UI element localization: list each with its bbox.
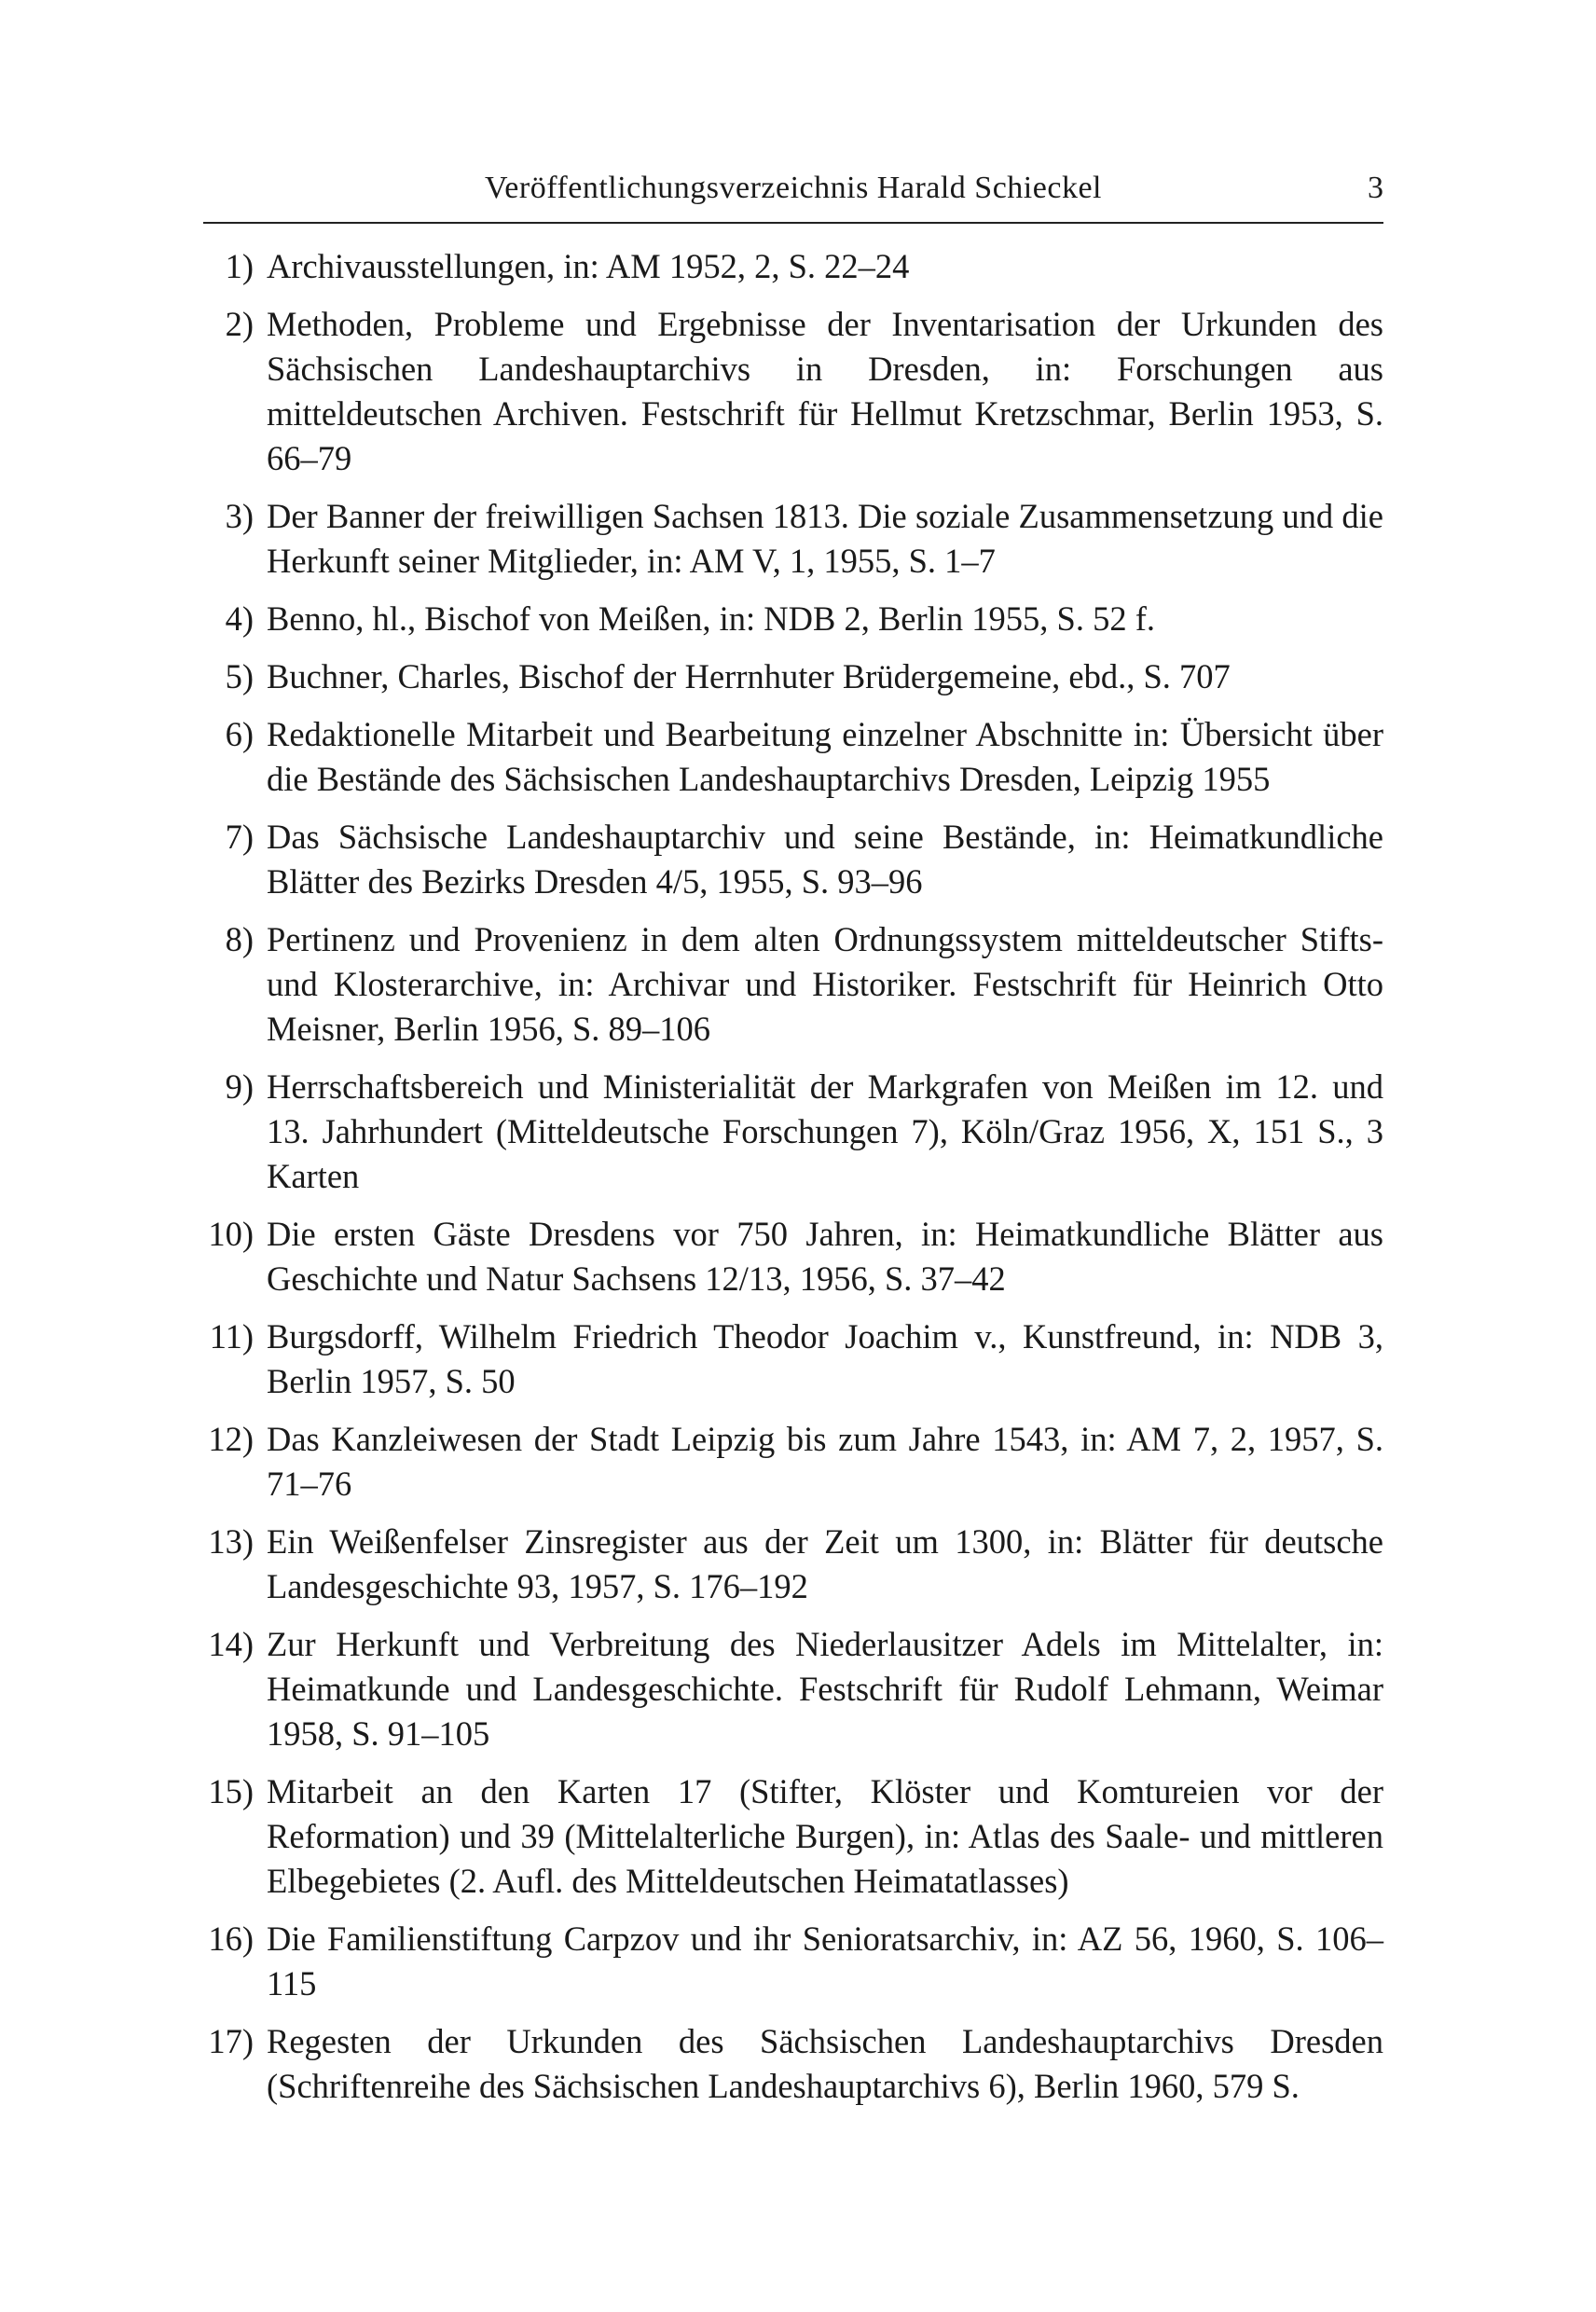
bibliography-entry <box>140 1314 1383 1404</box>
bibliography-entry <box>140 815 1383 904</box>
bibliography-entry <box>140 917 1383 1052</box>
entry-number: 12) <box>208 1420 254 1458</box>
entry-text: Die Familienstiftung Carpzov und ihr Senioratsarchiv, in: AZ 56, 1960, S. 106–115 <box>267 1920 1383 2002</box>
entry-text: Burgsdorff, Wilhelm Friedrich Theodor Joachim v., Kunstfreund, in: NDB 3, Berlin 1957, S. 50 <box>267 1317 1383 1400</box>
bibliography-entry <box>140 1622 1383 1756</box>
bibliography-entry <box>140 302 1383 481</box>
bibliography-entry <box>140 244 1383 289</box>
entry-number: 9) <box>225 1067 254 1106</box>
entry-number: 5) <box>225 657 254 695</box>
running-title: Veröffentlichungsverzeichnis Harald Schieckel <box>485 171 1102 205</box>
header-rule <box>203 222 1383 224</box>
entry-number: 6) <box>225 715 254 753</box>
entry-number: 10) <box>208 1215 254 1253</box>
bibliography-entry <box>140 1917 1383 2006</box>
entry-text: Regesten der Urkunden des Sächsischen Landeshauptarchivs Dresden (Schriftenreihe des Sächsischen Landeshauptarchivs 6), Berlin 1960, 579 S. <box>267 2022 1383 2105</box>
page-number: 3 <box>1368 171 1383 205</box>
entry-number: 3) <box>225 497 254 535</box>
entry-text: Die ersten Gäste Dresdens vor 750 Jahren, in: Heimatkundliche Blätter aus Geschichte und Natur Sachsens 12/13, 1956, S. 37–42 <box>267 1215 1383 1298</box>
entry-number: 17) <box>208 2022 254 2060</box>
entry-text: Herrschaftsbereich und Ministerialität der Markgrafen von Meißen im 12. und 13. Jahrhundert (Mitteldeutsche Forschungen 7), Köln/Graz 1956, X, 151 S., 3 Karten <box>267 1067 1383 1195</box>
entry-number: 16) <box>208 1920 254 1958</box>
entry-text: Methoden, Probleme und Ergebnisse der Inventarisation der Urkunden des Sächsischen Landeshauptarchivs in Dresden, in: Forschungen aus mitteldeutschen Archiven. Festschrift für Hellmut Kretzschmar, Berlin 1953, S. 66–79 <box>267 305 1383 477</box>
entry-text: Benno, hl., Bischof von Meißen, in: NDB 2, Berlin 1955, S. 52 f. <box>267 599 1156 638</box>
entry-number: 2) <box>225 305 254 343</box>
entry-number: 8) <box>225 920 254 958</box>
entry-text: Archivausstellungen, in: AM 1952, 2, S. 22–24 <box>267 247 910 285</box>
entry-text: Mitarbeit an den Karten 17 (Stifter, Klöster und Komtureien vor der Reformation) und 39 (Mittelalterliche Burgen), in: Atlas des Saale- und mittleren Elbegebietes (2. Aufl. des Mitteldeutschen Heimatatlasses) <box>267 1772 1383 1900</box>
entry-text: Pertinenz und Provenienz in dem alten Ordnungssystem mitteldeutscher Stifts- und Klosterarchive, in: Archivar und Historiker. Festschrift für Heinrich Otto Meisner, Berlin 1956, S. 89–106 <box>267 920 1383 1048</box>
entry-number: 14) <box>208 1625 254 1663</box>
bibliography-entry <box>140 2019 1383 2109</box>
entry-text: Das Sächsische Landeshauptarchiv und seine Bestände, in: Heimatkundliche Blätter des Bezirks Dresden 4/5, 1955, S. 93–96 <box>267 818 1383 901</box>
bibliography-entry <box>140 494 1383 584</box>
bibliography-entry <box>140 1065 1383 1199</box>
entry-number: 15) <box>208 1772 254 1810</box>
entry-number: 4) <box>225 599 254 638</box>
bibliography-entry <box>140 597 1383 641</box>
entry-text: Der Banner der freiwilligen Sachsen 1813. Die soziale Zusammensetzung und die Herkunft seiner Mitglieder, in: AM V, 1, 1955, S. 1–7 <box>267 497 1383 580</box>
page-header <box>203 166 1383 211</box>
entry-text: Das Kanzleiwesen der Stadt Leipzig bis zum Jahre 1543, in: AM 7, 2, 1957, S. 71–76 <box>267 1420 1383 1503</box>
bibliography-list <box>140 244 1383 2122</box>
bibliography-entry <box>140 712 1383 802</box>
entry-text: Zur Herkunft und Verbreitung des Niederlausitzer Adels im Mittelalter, in: Heimatkunde und Landesgeschichte. Festschrift für Rudolf Lehmann, Weimar 1958, S. 91–105 <box>267 1625 1383 1753</box>
bibliography-entry <box>140 1212 1383 1301</box>
entry-number: 11) <box>209 1317 254 1356</box>
bibliography-entry <box>140 654 1383 699</box>
bibliography-entry <box>140 1769 1383 1904</box>
entry-number: 7) <box>225 818 254 856</box>
entry-text: Buchner, Charles, Bischof der Herrnhuter Brüdergemeine, ebd., S. 707 <box>267 657 1231 695</box>
entry-text: Ein Weißenfelser Zinsregister aus der Zeit um 1300, in: Blätter für deutsche Landesgeschichte 93, 1957, S. 176–192 <box>267 1522 1383 1605</box>
bibliography-entry <box>140 1520 1383 1609</box>
entry-text: Redaktionelle Mitarbeit und Bearbeitung einzelner Abschnitte in: Übersicht über die Bestände des Sächsischen Landeshauptarchivs Dresden, Leipzig 1955 <box>267 715 1383 798</box>
bibliography-entry <box>140 1417 1383 1507</box>
entry-number: 1) <box>225 247 254 285</box>
entry-number: 13) <box>208 1522 254 1561</box>
